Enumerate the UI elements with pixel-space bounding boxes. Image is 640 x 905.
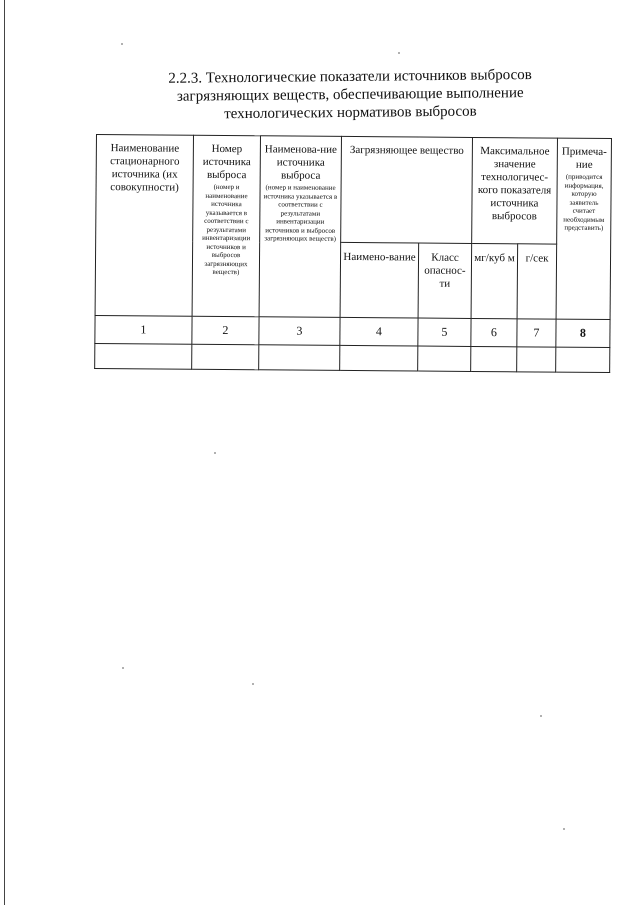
header-emission-source-note: (номер и наименование источника указывается в соответствии с результатами инвентаризации источников и выбросов загрязняющих веществ) — [263, 183, 338, 243]
header-source-number: Номер источника выброса (номер и наименование источника указывается в соответствии с результатами инвентаризации источников и выбросов загрязняющих веществ) — [192, 135, 260, 317]
subheader-g-per-sec: г/сек — [517, 244, 557, 319]
empty-data-row — [95, 343, 610, 372]
empty-cell — [340, 345, 418, 371]
scan-speck — [252, 683, 254, 685]
empty-cell — [556, 347, 610, 372]
scan-speck — [563, 828, 565, 830]
empty-cell — [517, 347, 556, 372]
empty-cell — [471, 346, 517, 371]
col-number-3: 3 — [259, 317, 340, 346]
header-note: Примеча-ние (приводится информация, которую заявитель считает необходимым представить) — [556, 138, 611, 319]
col-number-4: 4 — [340, 317, 418, 346]
col-number-5: 5 — [418, 318, 471, 346]
col-number-1: 1 — [95, 315, 192, 344]
header-source-name: Наименование стационарного источника (их совокупности) — [95, 135, 193, 317]
empty-cell — [418, 346, 471, 371]
col-number-7: 7 — [517, 319, 556, 347]
scan-speck — [398, 52, 400, 54]
title-line-3: технологических нормативов выбросов — [224, 103, 477, 123]
indicators-table — [94, 134, 612, 373]
section-title — [150, 66, 551, 124]
subheader-pollutant-name: Наимено-вание — [340, 242, 419, 318]
col-number-8: 8 — [556, 319, 610, 347]
scan-speck — [121, 43, 123, 45]
header-row-1 — [96, 135, 612, 245]
header-emission-source-name: Наименова-ние источника выброса (номер и наименование источника указывается в соответствии с результатами инвентаризации источников и выбросов загрязняющих веществ) — [259, 136, 341, 318]
scan-edge — [4, 0, 5, 905]
header-max-value-group: Максимальное значение технологичес-кого показателя источника выбросов — [472, 137, 558, 244]
title-line-1: 2.2.3. Технологические показатели источников выбросов — [168, 67, 532, 87]
header-note-text: (приводится информация, которую заявитель считает необходимым представить) — [563, 172, 605, 232]
table-wrapper — [94, 134, 612, 373]
scan-speck — [122, 667, 124, 669]
subheader-mg-per-m3: мг/куб м — [471, 243, 518, 318]
col-number-2: 2 — [192, 316, 259, 345]
column-number-row — [95, 315, 610, 347]
empty-cell — [192, 344, 259, 370]
title-line-2: загрязняющих веществ, обеспечивающие выполнение — [176, 85, 524, 105]
empty-cell — [95, 343, 192, 369]
scan-speck — [540, 715, 542, 717]
empty-cell — [259, 345, 340, 371]
subheader-hazard-class: Класс опаснос-ти — [418, 243, 472, 318]
col-number-6: 6 — [471, 318, 517, 346]
header-source-number-note: (номер и наименование источника указывается в соответствии с результатами инвентаризации источников и выбросов загрязняющих веществ) — [202, 182, 251, 277]
header-pollutant-group: Загрязняющее вещество — [341, 136, 473, 243]
scan-speck — [214, 452, 216, 454]
